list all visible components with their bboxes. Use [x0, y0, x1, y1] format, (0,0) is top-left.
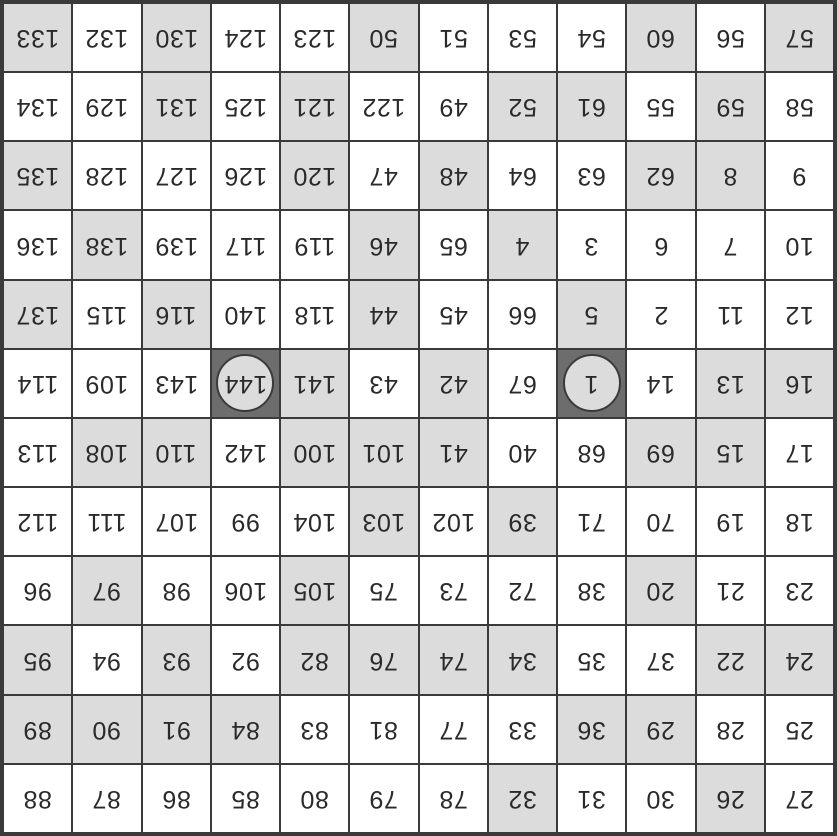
- cell-number: 92: [230, 646, 260, 675]
- cell-number: 30: [646, 784, 676, 813]
- cell-number: 129: [85, 93, 129, 122]
- cell-number: 59: [715, 93, 745, 122]
- grid-cell[interactable]: [73, 626, 140, 693]
- grid-cell[interactable]: [143, 350, 210, 417]
- cell-number: 41: [438, 439, 468, 468]
- cell-number: 106: [223, 577, 267, 606]
- grid-cell[interactable]: [350, 350, 417, 417]
- cell-number: 75: [369, 577, 399, 606]
- cell-number: 39: [507, 508, 537, 537]
- grid-cell[interactable]: [212, 4, 279, 71]
- cell-number: 10: [784, 231, 814, 260]
- cell-number: 9: [792, 162, 807, 191]
- grid-cell[interactable]: [489, 211, 556, 278]
- grid-cell[interactable]: [143, 281, 210, 348]
- cell-number: 73: [438, 577, 468, 606]
- grid-cell[interactable]: [212, 142, 279, 209]
- grid-cell[interactable]: [143, 765, 210, 832]
- grid-cell[interactable]: [697, 765, 764, 832]
- grid-cell[interactable]: [697, 419, 764, 486]
- grid-cell[interactable]: [420, 488, 487, 555]
- grid-cell[interactable]: [350, 696, 417, 763]
- grid-cell[interactable]: [350, 73, 417, 140]
- grid-cell[interactable]: [143, 696, 210, 763]
- cell-number: 3: [584, 231, 599, 260]
- grid-cell[interactable]: [4, 142, 71, 209]
- cell-number: 125: [223, 93, 267, 122]
- grid-cell[interactable]: [489, 4, 556, 71]
- grid-cell[interactable]: [558, 350, 625, 417]
- cell-number: 119: [293, 231, 336, 260]
- cell-number: 113: [16, 439, 59, 468]
- cell-number: 124: [223, 24, 267, 53]
- grid-cell[interactable]: [350, 488, 417, 555]
- grid-cell[interactable]: [558, 281, 625, 348]
- grid-cell[interactable]: [4, 765, 71, 832]
- cell-number: 6: [653, 231, 669, 260]
- grid-cell[interactable]: [627, 765, 694, 832]
- grid-cell[interactable]: [4, 350, 71, 417]
- cell-number: 42: [438, 369, 468, 398]
- grid-cell[interactable]: [627, 696, 694, 763]
- cell-number: 81: [369, 715, 399, 744]
- cell-number: 137: [16, 300, 60, 329]
- grid-cell[interactable]: [4, 4, 71, 71]
- cell-number: 78: [438, 784, 468, 813]
- grid-cell[interactable]: [73, 765, 140, 832]
- cell-number: 74: [438, 646, 468, 675]
- grid-cell[interactable]: [4, 557, 71, 624]
- cell-number: 102: [431, 508, 475, 537]
- grid-cell[interactable]: [697, 557, 764, 624]
- cell-number: 60: [646, 24, 676, 53]
- grid-cell[interactable]: [281, 73, 348, 140]
- cell-number: 54: [577, 24, 607, 53]
- grid-cell[interactable]: [4, 73, 71, 140]
- grid-cell[interactable]: [697, 73, 764, 140]
- cell-number: 38: [577, 577, 607, 606]
- cell-number: 116: [155, 300, 197, 329]
- grid-cell[interactable]: [420, 557, 487, 624]
- grid-cell[interactable]: [143, 73, 210, 140]
- cell-number: 135: [16, 162, 60, 191]
- cell-number: 23: [784, 577, 814, 606]
- grid-cell[interactable]: [627, 419, 694, 486]
- cell-number: 94: [92, 646, 122, 675]
- grid-cell[interactable]: [4, 281, 71, 348]
- cell-number: 122: [362, 93, 406, 122]
- grid-cell[interactable]: [350, 765, 417, 832]
- cell-number: 121: [293, 93, 337, 122]
- cell-number: 79: [369, 784, 399, 813]
- cell-number: 133: [16, 24, 60, 53]
- grid-cell[interactable]: [766, 281, 833, 348]
- grid-cell[interactable]: [281, 626, 348, 693]
- cell-number: 66: [507, 300, 537, 329]
- grid-cell[interactable]: [697, 626, 764, 693]
- grid-cell[interactable]: [420, 765, 487, 832]
- grid-cell[interactable]: [558, 211, 625, 278]
- cell-number: 98: [161, 577, 191, 606]
- cell-number: 143: [154, 369, 198, 398]
- cell-number: 56: [715, 24, 745, 53]
- cell-number: 37: [646, 646, 676, 675]
- grid-cell[interactable]: [627, 626, 694, 693]
- cell-number: 93: [161, 646, 191, 675]
- cell-number: 108: [85, 439, 129, 468]
- grid-cell[interactable]: [697, 211, 764, 278]
- grid-cell[interactable]: [489, 350, 556, 417]
- cell-number: 87: [92, 784, 122, 813]
- cell-number: 61: [577, 93, 607, 122]
- cell-number: 31: [577, 784, 607, 813]
- grid-cell[interactable]: [281, 350, 348, 417]
- cell-number: 89: [23, 715, 53, 744]
- cell-number: 70: [646, 508, 676, 537]
- grid-cell[interactable]: [420, 211, 487, 278]
- cell-number: 14: [646, 369, 676, 398]
- cell-number: 103: [362, 508, 406, 537]
- cell-number: 35: [577, 646, 607, 675]
- cell-number: 85: [230, 784, 260, 813]
- cell-number: 18: [784, 508, 814, 537]
- cell-number: 118: [293, 300, 336, 329]
- grid-cell[interactable]: [212, 626, 279, 693]
- grid-cell[interactable]: [766, 626, 833, 693]
- grid-cell[interactable]: [350, 626, 417, 693]
- grid-cell[interactable]: [143, 419, 210, 486]
- cell-number: 127: [154, 162, 198, 191]
- grid-cell[interactable]: [4, 211, 71, 278]
- grid-cell[interactable]: [143, 488, 210, 555]
- cell-number: 140: [223, 300, 267, 329]
- cell-number: 64: [507, 162, 537, 191]
- grid-cell[interactable]: [281, 4, 348, 71]
- grid-cell[interactable]: [212, 419, 279, 486]
- grid-cell[interactable]: [697, 488, 764, 555]
- grid-cell[interactable]: [697, 281, 764, 348]
- cell-number: 1: [584, 369, 599, 398]
- grid-cell[interactable]: [350, 281, 417, 348]
- grid-cell[interactable]: [766, 696, 833, 763]
- grid-cell[interactable]: [489, 142, 556, 209]
- grid-cell[interactable]: [4, 696, 71, 763]
- cell-number: 76: [369, 646, 399, 675]
- cell-number: 141: [293, 369, 337, 398]
- grid-cell[interactable]: [4, 488, 71, 555]
- cell-number: 97: [92, 577, 122, 606]
- grid-cell[interactable]: [627, 281, 694, 348]
- grid-cell[interactable]: [766, 488, 833, 555]
- grid-cell[interactable]: [212, 765, 279, 832]
- grid-cell[interactable]: [766, 142, 833, 209]
- grid-cell[interactable]: [627, 211, 694, 278]
- cell-number: 109: [85, 369, 129, 398]
- cell-number: 83: [300, 715, 330, 744]
- grid-cell[interactable]: [281, 765, 348, 832]
- grid-cell[interactable]: [627, 350, 694, 417]
- grid-cell[interactable]: [73, 557, 140, 624]
- grid-cell[interactable]: [350, 4, 417, 71]
- cell-number: 53: [507, 24, 537, 53]
- cell-number: 28: [715, 715, 745, 744]
- grid-cell[interactable]: [143, 626, 210, 693]
- grid-cell[interactable]: [143, 142, 210, 209]
- cell-number: 67: [507, 369, 537, 398]
- cell-number: 11: [716, 300, 744, 329]
- grid-cell[interactable]: [489, 696, 556, 763]
- grid-cell[interactable]: [558, 765, 625, 832]
- grid-cell[interactable]: [489, 73, 556, 140]
- cell-number: 104: [293, 508, 337, 537]
- grid-cell[interactable]: [212, 73, 279, 140]
- grid-cell[interactable]: [350, 142, 417, 209]
- cell-number: 80: [300, 784, 330, 813]
- grid-cell[interactable]: [766, 765, 833, 832]
- grid-cell[interactable]: [420, 4, 487, 71]
- cell-number: 107: [154, 508, 198, 537]
- cell-number: 57: [784, 24, 814, 53]
- cell-number: 136: [16, 231, 60, 260]
- cell-number: 13: [715, 369, 745, 398]
- grid-cell[interactable]: [489, 557, 556, 624]
- grid-cell[interactable]: [281, 488, 348, 555]
- cell-number: 110: [155, 439, 197, 468]
- grid-cell[interactable]: [766, 73, 833, 140]
- grid-cell[interactable]: [281, 281, 348, 348]
- cell-number: 71: [577, 508, 607, 537]
- cell-number: 32: [507, 784, 537, 813]
- grid-cell[interactable]: [212, 350, 279, 417]
- cell-number: 24: [784, 646, 814, 675]
- grid-cell[interactable]: [73, 350, 140, 417]
- grid-cell[interactable]: [350, 557, 417, 624]
- grid-cell[interactable]: [73, 142, 140, 209]
- cell-number: 22: [715, 646, 745, 675]
- cell-number: 5: [584, 300, 599, 329]
- grid-cell[interactable]: [212, 211, 279, 278]
- cell-number: 43: [369, 369, 399, 398]
- grid-cell[interactable]: [489, 419, 556, 486]
- cell-number: 58: [784, 93, 814, 122]
- grid-cell[interactable]: [558, 4, 625, 71]
- cell-number: 69: [646, 439, 676, 468]
- cell-number: 48: [438, 162, 468, 191]
- grid-cell[interactable]: [697, 142, 764, 209]
- cell-number: 29: [646, 715, 676, 744]
- cell-number: 90: [92, 715, 122, 744]
- cell-number: 50: [369, 24, 399, 53]
- grid-cell[interactable]: [420, 350, 487, 417]
- cell-number: 40: [507, 439, 537, 468]
- grid-cell[interactable]: [697, 4, 764, 71]
- grid-cell[interactable]: [212, 557, 279, 624]
- cell-number: 112: [16, 508, 59, 537]
- cell-number: 105: [293, 577, 337, 606]
- cell-number: 77: [438, 715, 468, 744]
- cell-number: 44: [369, 300, 399, 329]
- grid-cell[interactable]: [489, 765, 556, 832]
- cell-number: 91: [161, 715, 191, 744]
- grid-cell[interactable]: [558, 488, 625, 555]
- grid-cell[interactable]: [420, 626, 487, 693]
- grid-cell[interactable]: [627, 557, 694, 624]
- cell-number: 139: [154, 231, 198, 260]
- grid-cell[interactable]: [489, 488, 556, 555]
- cell-number: 132: [85, 24, 129, 53]
- grid-cell[interactable]: [697, 696, 764, 763]
- grid-cell[interactable]: [558, 696, 625, 763]
- cell-number: 27: [784, 784, 814, 813]
- cell-number: 20: [646, 577, 676, 606]
- cell-number: 82: [300, 646, 330, 675]
- grid-cell[interactable]: [212, 488, 279, 555]
- grid-cell[interactable]: [420, 142, 487, 209]
- grid-cell[interactable]: [281, 696, 348, 763]
- grid-cell[interactable]: [212, 281, 279, 348]
- grid-cell[interactable]: [766, 211, 833, 278]
- grid-cell[interactable]: [281, 142, 348, 209]
- cell-number: 138: [85, 231, 129, 260]
- grid-cell[interactable]: [73, 4, 140, 71]
- cell-number: 72: [507, 577, 537, 606]
- grid-cell[interactable]: [143, 211, 210, 278]
- cell-number: 52: [507, 93, 537, 122]
- cell-number: 55: [646, 93, 676, 122]
- grid-cell[interactable]: [489, 626, 556, 693]
- cell-number: 62: [646, 162, 676, 191]
- grid-cell[interactable]: [73, 419, 140, 486]
- grid-cell[interactable]: [766, 4, 833, 71]
- grid-cell[interactable]: [766, 557, 833, 624]
- grid-cell[interactable]: [420, 281, 487, 348]
- cell-number: 111: [87, 508, 127, 537]
- grid-cell[interactable]: [350, 419, 417, 486]
- grid-cell[interactable]: [281, 557, 348, 624]
- grid-cell[interactable]: [766, 419, 833, 486]
- cell-number: 7: [722, 231, 738, 260]
- cell-number: 68: [577, 439, 607, 468]
- cell-number: 2: [653, 300, 669, 329]
- grid-cell[interactable]: [489, 281, 556, 348]
- cell-number: 49: [438, 93, 468, 122]
- grid-cell[interactable]: [420, 73, 487, 140]
- cell-number: 95: [23, 646, 53, 675]
- grid-cell[interactable]: [420, 696, 487, 763]
- cell-number: 123: [293, 24, 337, 53]
- grid-cell[interactable]: [143, 557, 210, 624]
- grid-cell[interactable]: [697, 350, 764, 417]
- cell-number: 34: [507, 646, 537, 675]
- cell-number: 96: [23, 577, 53, 606]
- cell-number: 128: [85, 162, 129, 191]
- grid-cell[interactable]: [420, 419, 487, 486]
- grid-cell[interactable]: [558, 142, 625, 209]
- cell-number: 101: [362, 439, 406, 468]
- grid-cell[interactable]: [350, 211, 417, 278]
- grid-cell[interactable]: [558, 73, 625, 140]
- grid-cell[interactable]: [281, 211, 348, 278]
- cell-number: 8: [722, 162, 738, 191]
- grid-cell[interactable]: [73, 73, 140, 140]
- cell-number: 16: [784, 369, 814, 398]
- cell-number: 47: [369, 162, 399, 191]
- grid-cell[interactable]: [627, 142, 694, 209]
- cell-number: 114: [16, 369, 59, 398]
- cell-number: 115: [86, 300, 128, 329]
- cell-number: 33: [507, 715, 537, 744]
- cell-number: 100: [293, 439, 337, 468]
- grid-cell[interactable]: [558, 419, 625, 486]
- cell-number: 131: [154, 93, 198, 122]
- grid-cell[interactable]: [73, 281, 140, 348]
- cell-number: 15: [715, 439, 745, 468]
- grid-cell[interactable]: [627, 4, 694, 71]
- cell-number: 4: [515, 231, 530, 260]
- cell-number: 45: [438, 300, 468, 329]
- cell-number: 99: [230, 508, 260, 537]
- grid-cell[interactable]: [766, 350, 833, 417]
- cell-number: 63: [577, 162, 607, 191]
- grid-cell[interactable]: [627, 488, 694, 555]
- grid-cell[interactable]: [4, 626, 71, 693]
- cell-number: 17: [784, 439, 814, 468]
- grid-cell[interactable]: [212, 696, 279, 763]
- cell-number: 26: [715, 784, 745, 813]
- cell-number: 126: [223, 162, 267, 191]
- cell-number: 120: [293, 162, 337, 191]
- cell-number: 117: [224, 231, 267, 260]
- grid-cell[interactable]: [4, 419, 71, 486]
- grid-cell[interactable]: [627, 73, 694, 140]
- cell-number: 21: [715, 577, 745, 606]
- grid-cell[interactable]: [73, 696, 140, 763]
- cell-number: 84: [230, 715, 260, 744]
- cell-number: 12: [784, 300, 814, 329]
- cell-number: 134: [16, 93, 60, 122]
- cell-number: 130: [154, 24, 198, 53]
- cell-number: 144: [223, 369, 267, 398]
- cell-number: 36: [577, 715, 607, 744]
- cell-number: 19: [715, 508, 745, 537]
- cell-number: 25: [784, 715, 814, 744]
- cell-number: 86: [161, 784, 191, 813]
- grid-cell[interactable]: [281, 419, 348, 486]
- grid-cell[interactable]: [558, 626, 625, 693]
- grid-cell[interactable]: [143, 4, 210, 71]
- cell-number: 142: [223, 439, 267, 468]
- cell-number: 46: [369, 231, 399, 260]
- grid-cell[interactable]: [73, 488, 140, 555]
- cell-number: 88: [23, 784, 53, 813]
- cell-number: 65: [438, 231, 468, 260]
- grid-cell[interactable]: [73, 211, 140, 278]
- grid-cell[interactable]: [558, 557, 625, 624]
- cell-number: 51: [438, 24, 468, 53]
